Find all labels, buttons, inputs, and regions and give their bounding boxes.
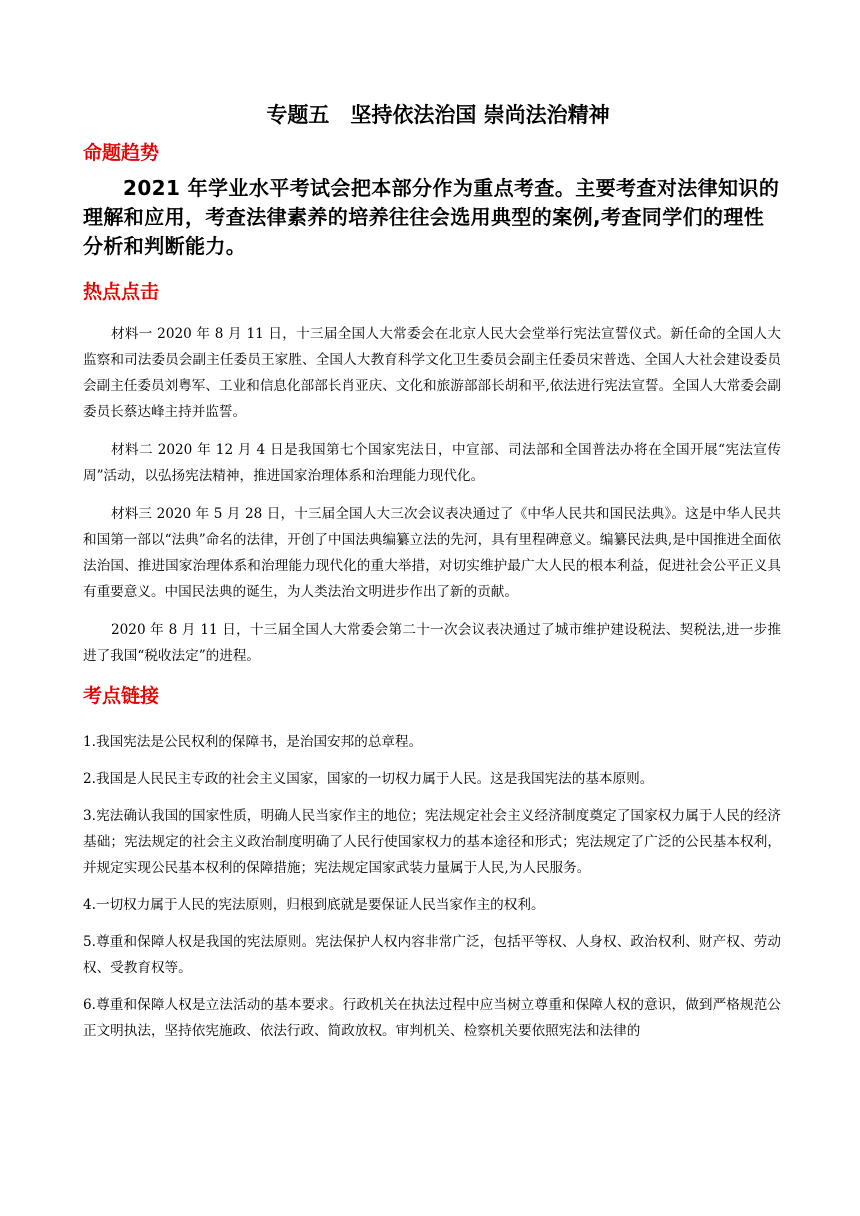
trend-paragraph: 2021 年学业水平考试会把本部分作为重点考查。主要考查对法律知识的理解和应用，考查法律素养的培养往往会选用典型的案例,考查同学们的理性分析和判断能力。 <box>83 176 780 258</box>
material-paragraph: 2020 年 8 月 11 日，十三届全国人大常委会第二十一次会议表决通过了城市维护建设税法、契税法,进一步推进了我国“税收法定”的进程。 <box>83 622 781 664</box>
document-page <box>83 100 781 1055</box>
point-item: 4.一切权力属于人民的宪法原则，归根到底就是要保证人民当家作主的权利。 <box>83 897 545 913</box>
trend-section <box>83 138 781 261</box>
hotspot-section <box>83 277 781 669</box>
material-paragraph: 材料一 2020 年 8 月 11 日，十三届全国人大常委会在北京人民大会堂举行宪法宣誓仪式。新任命的全国人大监察和司法委员会副主任委员王家胜、全国人大教育科学文化卫生委员会副主任委员宋普选、全国人大社会建设委员会副主任委员刘粤军、工业和信息化部部长肖亚庆、文化和旅游部部长胡和平,依法进行宪法宣誓。全国人大常委会副委员长蔡达峰主持并监誓。 <box>83 326 781 420</box>
hotspot-heading: 热点点击 <box>83 281 160 303</box>
material-paragraph: 材料二 2020 年 12 月 4 日是我国第七个国家宪法日，中宣部、司法部和全国普法办将在全国开展“宪法宣传周”活动，以弘扬宪法精神，推进国家治理体系和治理能力现代化。 <box>83 442 781 484</box>
point-item: 5.尊重和保障人权是我国的宪法原则。宪法保护人权内容非常广泛，包括平等权、人身权、政治权利、财产权、劳动权、受教育权等。 <box>83 934 781 976</box>
point-item: 3.宪法确认我国的国家性质，明确人民当家作主的地位；宪法规定社会主义经济制度奠定了国家权力属于人民的经济基础；宪法规定的社会主义政治制度明确了人民行使国家权力的基本途径和形式；宪法规定了广泛的公民基本权利，并规定实现公民基本权利的保障措施；宪法规定国家武装力量属于人民,为人民服务。 <box>83 808 781 876</box>
point-item: 6.尊重和保障人权是立法活动的基本要求。行政机关在执法过程中应当树立尊重和保障人权的意识，做到严格规范公正文明执法，坚持依宪施政、依法行政、简政放权。审判机关、检察机关要依照宪法和法律的 <box>83 997 781 1039</box>
material-paragraph: 材料三 2020 年 5 月 28 日，十三届全国人大三次会议表决通过了《中华人民共和国民法典》。这是中华人民共和国第一部以“法典”命名的法律，开创了中国法典编纂立法的先河，具有里程碑意义。编纂民法典,是中国推进全面依法治国、推进国家治理体系和治理能力现代化的重大举措，对切实维护最广大人民的根本利益，促进社会公平正义具有重要意义。中国民法典的诞生，为人类法治文明进步作出了新的贡献。 <box>83 506 781 600</box>
point-item: 1.我国宪法是公民权利的保障书，是治国安邦的总章程。 <box>83 734 423 750</box>
point-item: 2.我国是人民民主专政的社会主义国家，国家的一切权力属于人民。这是我国宪法的基本原则。 <box>83 771 654 787</box>
links-heading: 考点链接 <box>83 685 160 707</box>
trend-heading: 命题趋势 <box>83 142 160 164</box>
links-section <box>83 681 781 1044</box>
page-title: 专题五 坚持依法治国 崇尚法治精神 <box>266 103 610 127</box>
